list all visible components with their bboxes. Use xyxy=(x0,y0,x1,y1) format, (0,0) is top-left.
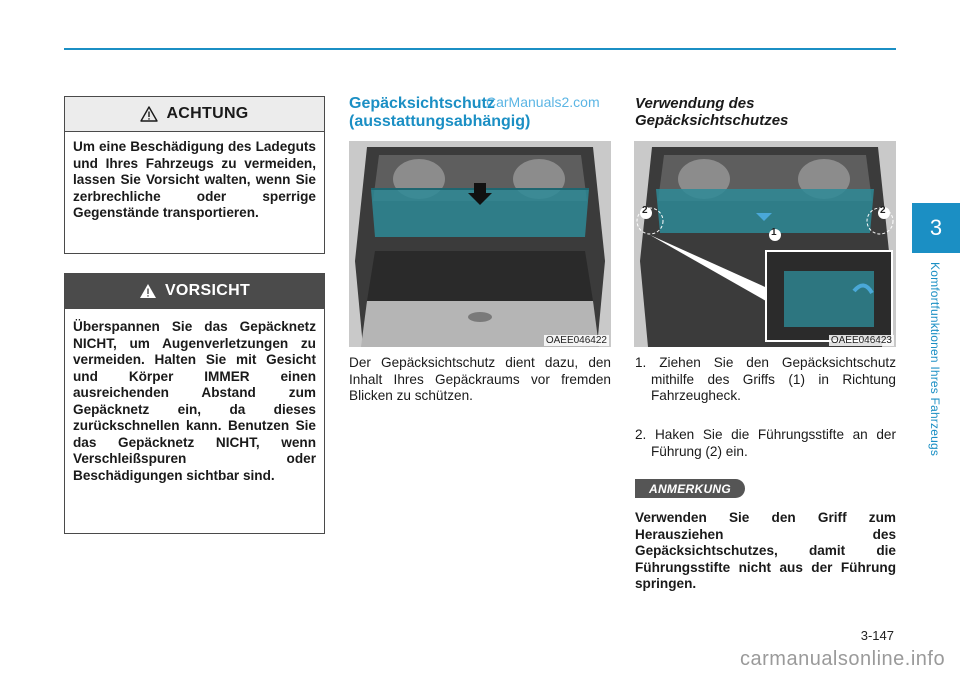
watermark: CarManuals2.com xyxy=(486,94,600,110)
callout-2-right: 2 xyxy=(880,205,886,216)
section-title-line1: Gepäcksichtschutz xyxy=(349,95,495,112)
usage-photo xyxy=(634,141,896,347)
usage-title-line2: Gepäcksichtschutzes xyxy=(635,112,789,129)
warning-box xyxy=(64,96,325,254)
section-intro-text: Der Gepäcksichtschutz dient dazu, den Inhalt Ihres Gepäckraums vor fremden Blicken zu schützen. xyxy=(349,355,611,403)
warning-box-header xyxy=(65,97,324,132)
usage-title-line1: Verwendung des xyxy=(635,95,755,112)
warning-triangle-icon xyxy=(140,106,158,122)
step-1: 1. Ziehen Sie den Gepäcksichtschutz mithilfe des Griffs (1) in Richtung Fahrzeugheck. xyxy=(635,355,896,403)
cargo-cover-photo xyxy=(349,141,611,347)
callout-2-left: 2 xyxy=(642,205,648,216)
caution-box-text: Überspannen Sie das Gepäcknetz NICHT, um Augenverletzungen zu vermeiden. Halten Sie mit Gesicht und Körper IMMER einen ausreichenden Abstand zum Gepäcknetz ein, da dieses zurückschnellen kann. Benutzen Sie das Gepäcknetz NICHT, wenn Verschleißspuren oder Beschädigungen sichtbar sind. xyxy=(73,319,316,483)
note-text: Verwenden Sie den Griff zum Herausziehen des Gepäcksichtschutzes, damit die Führungsstifte nicht aus der Führung springen. xyxy=(635,510,896,591)
caution-box-header xyxy=(65,274,324,309)
image-caption: OAEE046423 xyxy=(830,335,892,346)
note-badge: ANMERKUNG xyxy=(635,479,745,498)
step-2: 2. Haken Sie die Führungsstifte an der Führung (2) ein. xyxy=(635,427,896,459)
caution-box-title: VORSICHT xyxy=(164,282,251,299)
warning-box-title: ACHTUNG xyxy=(166,105,249,122)
warning-box-text: Um eine Beschädigung des Ladeguts und Ihres Fahrzeugs zu vermeiden, lassen Sie Vorsicht walten, wenn Sie zerbrechliche oder sperrige Gegenstände transportieren. xyxy=(73,139,316,220)
cargo-area-illustration xyxy=(349,141,611,347)
site-watermark: carmanualsonline.info xyxy=(740,648,946,670)
section-title-line2: (ausstattungsabhängig) xyxy=(349,113,531,130)
chapter-title: Komfortfunktionen Ihres Fahrzeugs xyxy=(928,262,942,457)
header-rule xyxy=(64,48,896,50)
image-caption: OAEE046422 xyxy=(545,335,607,346)
callout-1: 1 xyxy=(771,227,777,238)
page-number: 3-147 xyxy=(860,628,894,643)
usage-illustration xyxy=(634,141,896,347)
caution-box xyxy=(64,273,325,534)
chapter-tab: 3 xyxy=(912,203,960,253)
warning-triangle-icon xyxy=(139,283,157,299)
